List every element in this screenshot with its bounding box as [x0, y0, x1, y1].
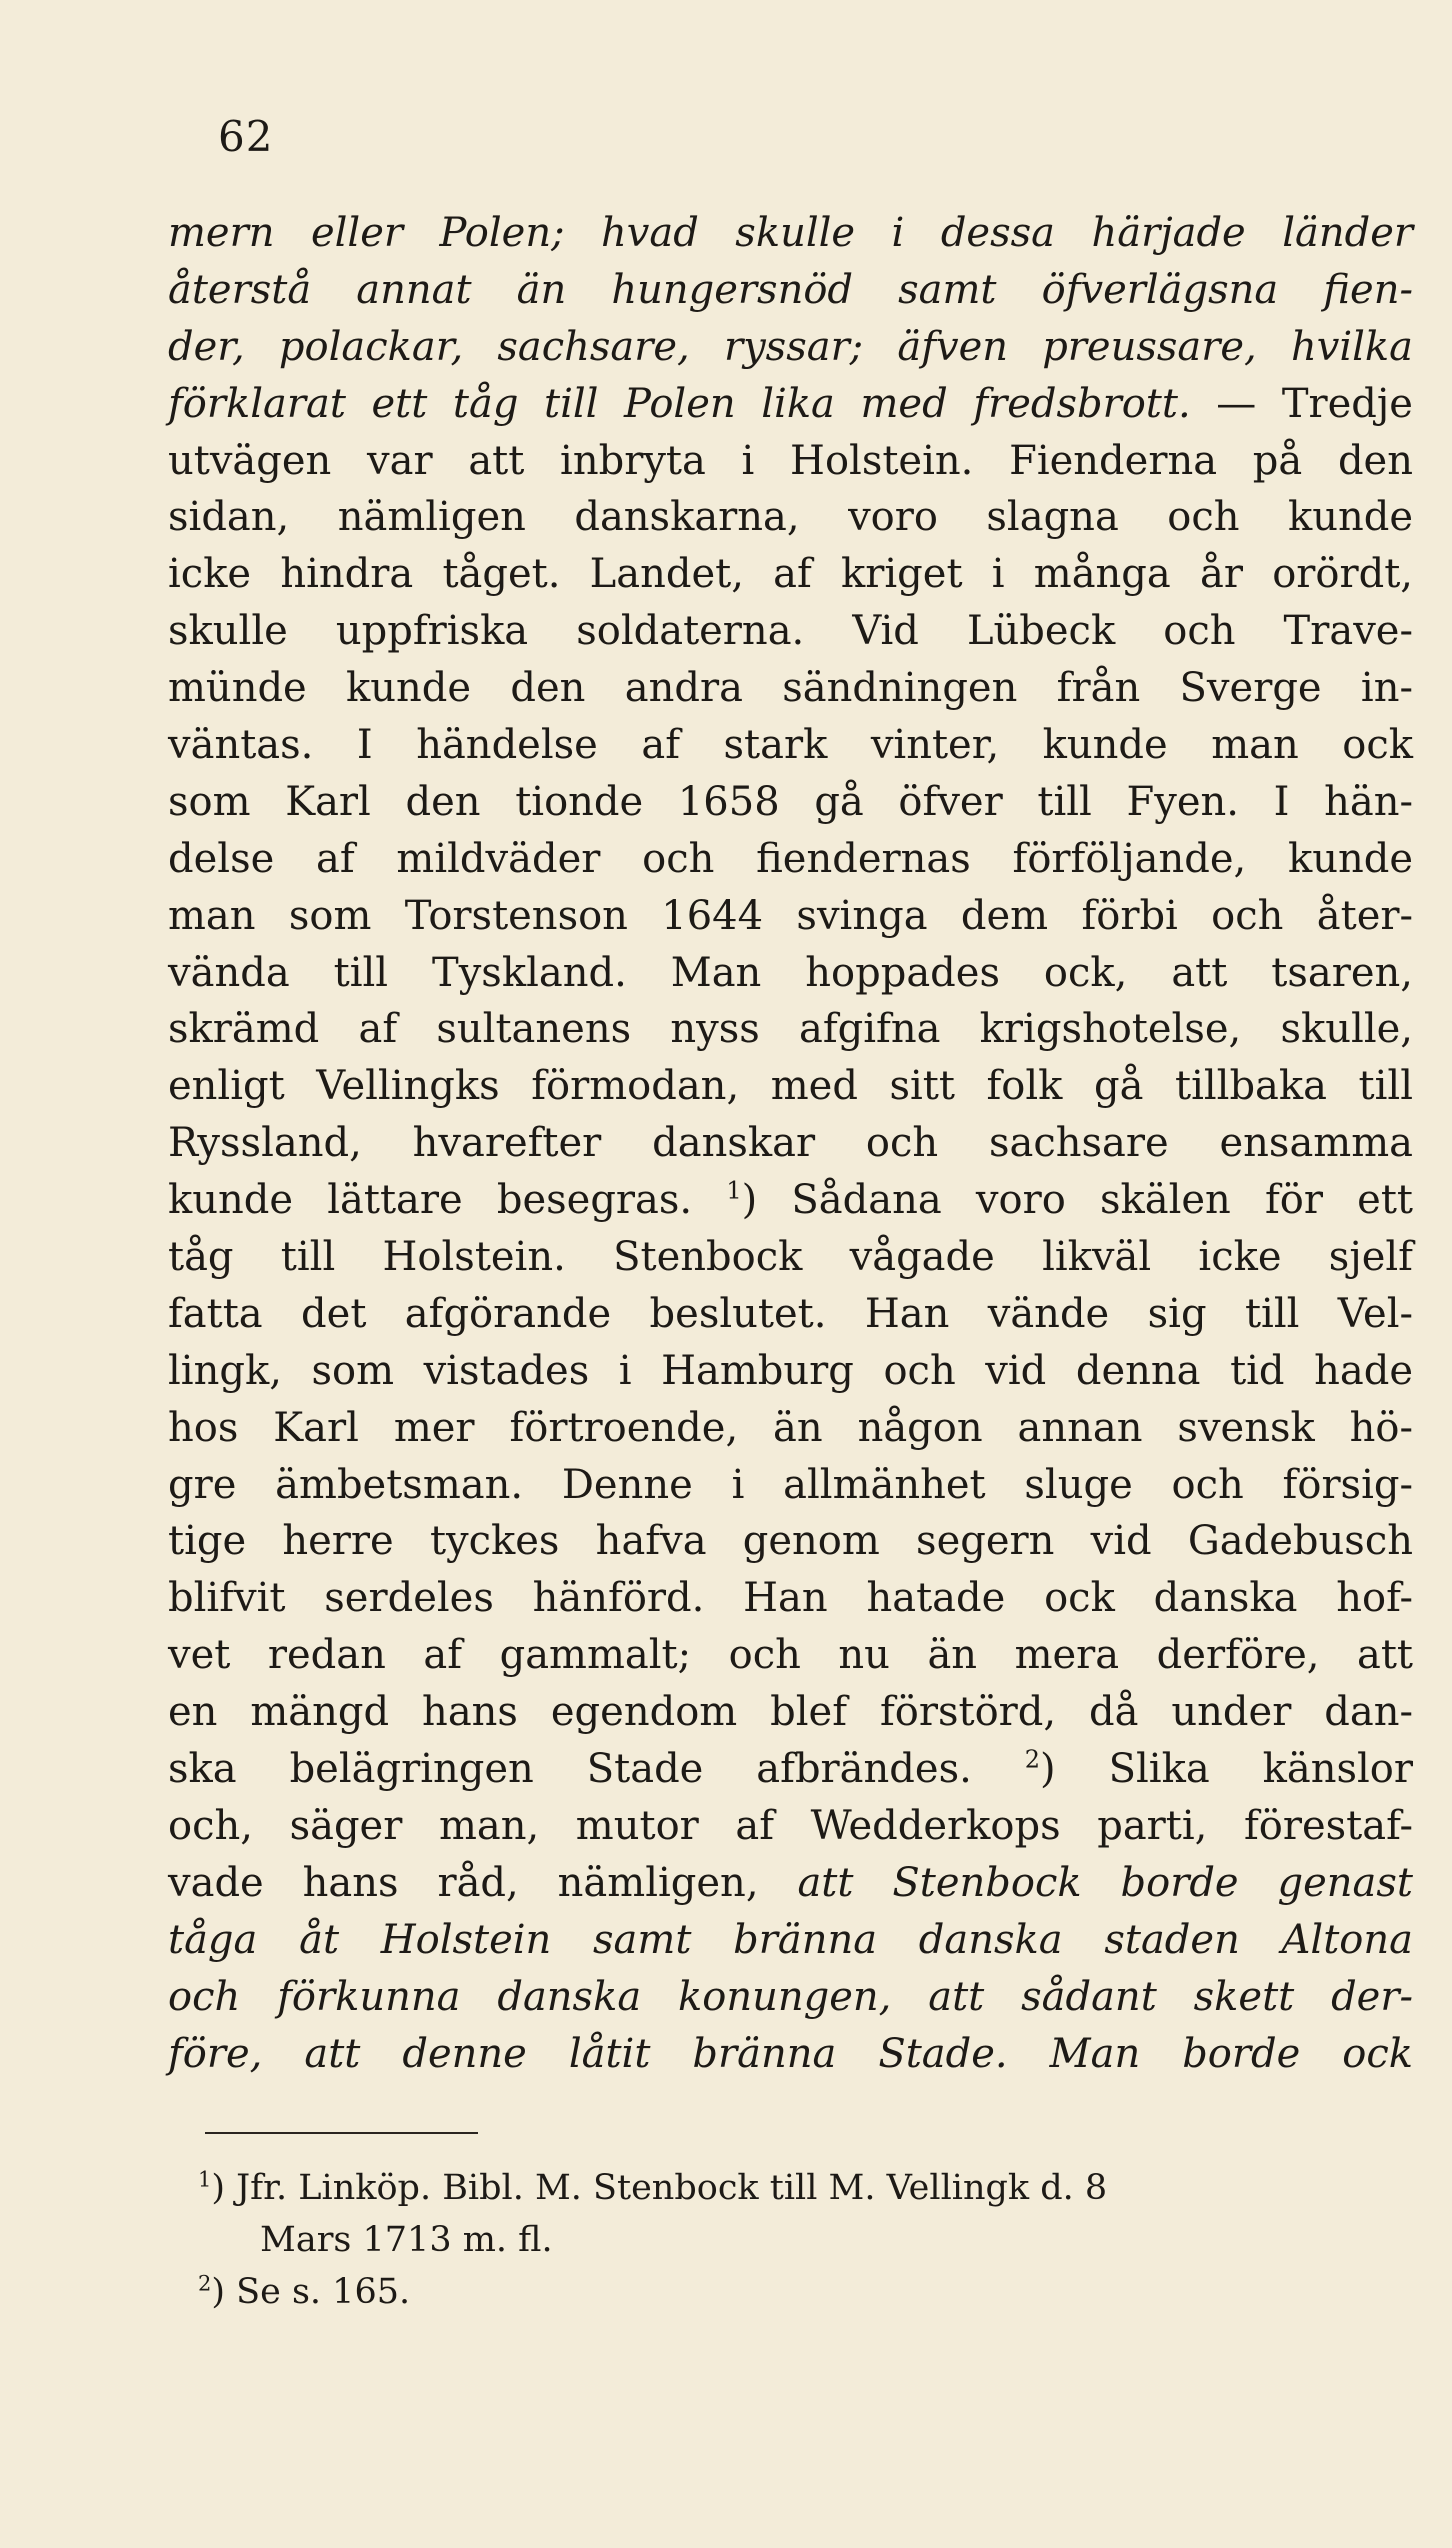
text-line: [168, 319, 1413, 376]
text-line: [168, 1058, 1413, 1115]
text-run: en mängd hans egendom blef förstörd, då under dan-: [168, 1689, 1413, 1736]
text-line: [168, 1172, 1413, 1229]
footnote-reference: 2: [1024, 1745, 1041, 1774]
text-run: delse af mildväder och fiendernas förföljande, kunde: [168, 835, 1413, 882]
italic-text: mern eller Polen; hvad skulle i dessa härjade länder: [168, 210, 1413, 256]
text-run: skrämd af sultanens nyss afgifna krigshotelse, skulle,: [168, 1006, 1413, 1053]
footnote-line: [198, 2162, 1398, 2214]
text-line: [168, 205, 1413, 262]
footnote-marker: 1: [198, 2167, 212, 2192]
italic-text: och förkunna danska konungen, att sådant skett der-: [168, 1973, 1413, 2020]
text-run: vet redan af gammalt; och nu än mera derföre, att: [168, 1632, 1413, 1679]
footnote-line: [198, 2266, 1398, 2318]
text-run: lingk, som vistades i Hamburg och vid denna tid hade: [168, 1347, 1413, 1394]
italic-text: återstå annat än hungersnöd samt öfverlägsna fien-: [168, 266, 1413, 313]
body-text: [168, 205, 1413, 2082]
text-line: [168, 1457, 1413, 1514]
text-run: — Tredje: [1190, 380, 1413, 427]
text-run: Ryssland, hvarefter danskar och sachsare ensamma: [168, 1120, 1413, 1167]
text-line: [168, 489, 1413, 546]
text-line: [168, 1513, 1413, 1570]
footnote-text: ) Jfr. Linköp. Bibl. M. Stenbock till M. Vellingk d. 8: [211, 2168, 1108, 2208]
text-run: och, säger man, mutor af Wedderkops parti, förestaf-: [168, 1802, 1413, 1849]
text-run: kunde lättare besegras.: [168, 1177, 727, 1224]
text-line: [168, 1400, 1413, 1457]
text-line: [168, 1741, 1413, 1798]
text-line: [168, 603, 1413, 660]
text-run: tige herre tyckes hafva genom segern vid Gadebusch: [168, 1518, 1413, 1565]
text-line: [168, 1855, 1413, 1912]
text-line: [168, 1286, 1413, 1343]
text-line: [168, 1229, 1413, 1286]
text-line: [168, 1115, 1413, 1172]
text-line: [168, 660, 1413, 717]
text-run: som Karl den tionde 1658 gå öfver till Fyen. I hän-: [168, 778, 1413, 825]
text-run: vade hans råd, nämligen,: [168, 1859, 798, 1906]
text-run: tåg till Holstein. Stenbock vågade likväl icke sjelf: [168, 1234, 1413, 1281]
text-run: sidan, nämligen danskarna, voro slagna och kunde: [168, 494, 1413, 541]
text-line: [168, 831, 1413, 888]
footnote-separator: [205, 2132, 478, 2134]
text-run: gre ämbetsman. Denne i allmänhet sluge och försig-: [168, 1461, 1413, 1508]
footnotes: [198, 2162, 1398, 2318]
text-line: [168, 262, 1413, 319]
footnote-marker: 2: [198, 2271, 212, 2296]
italic-text: tåga åt Holstein samt bränna danska staden Altona: [168, 1916, 1413, 1963]
text-line: [168, 1684, 1413, 1741]
text-line: [168, 717, 1413, 774]
text-line: [168, 774, 1413, 831]
text-run: ska belägringen Stade afbrändes.: [168, 1746, 1025, 1793]
text-run: väntas. I händelse af stark vinter, kunde man ock: [168, 722, 1413, 769]
text-run: ) Sådana voro skälen för ett: [741, 1177, 1414, 1224]
text-line: [168, 1969, 1413, 2026]
text-run: hos Karl mer förtroende, än någon annan svensk hö-: [168, 1404, 1413, 1451]
text-run: utvägen var att inbryta i Holstein. Fienderna på den: [168, 437, 1413, 484]
italic-text: der, polackar, sachsare, ryssar; äfven preussare, hvilka: [168, 323, 1413, 370]
text-run: skulle uppfriska soldaterna. Vid Lübeck och Trave-: [168, 608, 1413, 655]
text-line: [168, 1798, 1413, 1855]
text-run: vända till Tyskland. Man hoppades ock, att tsaren,: [168, 949, 1413, 996]
text-line: [168, 2026, 1413, 2083]
text-run: ) Slika känslor: [1040, 1746, 1413, 1793]
text-run: icke hindra tåget. Landet, af kriget i många år orördt,: [168, 551, 1413, 598]
text-line: [168, 546, 1413, 603]
text-line: [168, 1570, 1413, 1627]
footnote-line: [198, 2214, 1398, 2266]
footnote-text: ) Se s. 165.: [211, 2272, 411, 2312]
italic-text: före, att denne låtit bränna Stade. Man borde ock: [168, 2030, 1413, 2077]
footnote-text: Mars 1713 m. fl.: [260, 2220, 553, 2260]
page-number: 62: [218, 112, 274, 161]
text-line: [168, 1912, 1413, 1969]
text-line: [168, 376, 1413, 433]
text-run: blifvit serdeles hänförd. Han hatade ock danska hof-: [168, 1575, 1413, 1622]
text-run: man som Torstenson 1644 svinga dem förbi och åter-: [168, 892, 1413, 939]
text-run: enligt Vellingks förmodan, med sitt folk gå tillbaka till: [168, 1063, 1413, 1110]
text-line: [168, 888, 1413, 945]
italic-text: att Stenbock borde genast: [797, 1859, 1414, 1906]
text-line: [168, 433, 1413, 490]
text-line: [168, 1001, 1413, 1058]
italic-text: förklarat ett tåg till Polen lika med fredsbrott.: [168, 380, 1191, 427]
text-line: [168, 1343, 1413, 1400]
text-run: münde kunde den andra sändningen från Sverge in-: [168, 665, 1413, 712]
text-run: fatta det afgörande beslutet. Han vände sig till Vel-: [168, 1290, 1413, 1337]
text-line: [168, 945, 1413, 1002]
text-line: [168, 1627, 1413, 1684]
footnote-reference: 1: [726, 1176, 742, 1205]
